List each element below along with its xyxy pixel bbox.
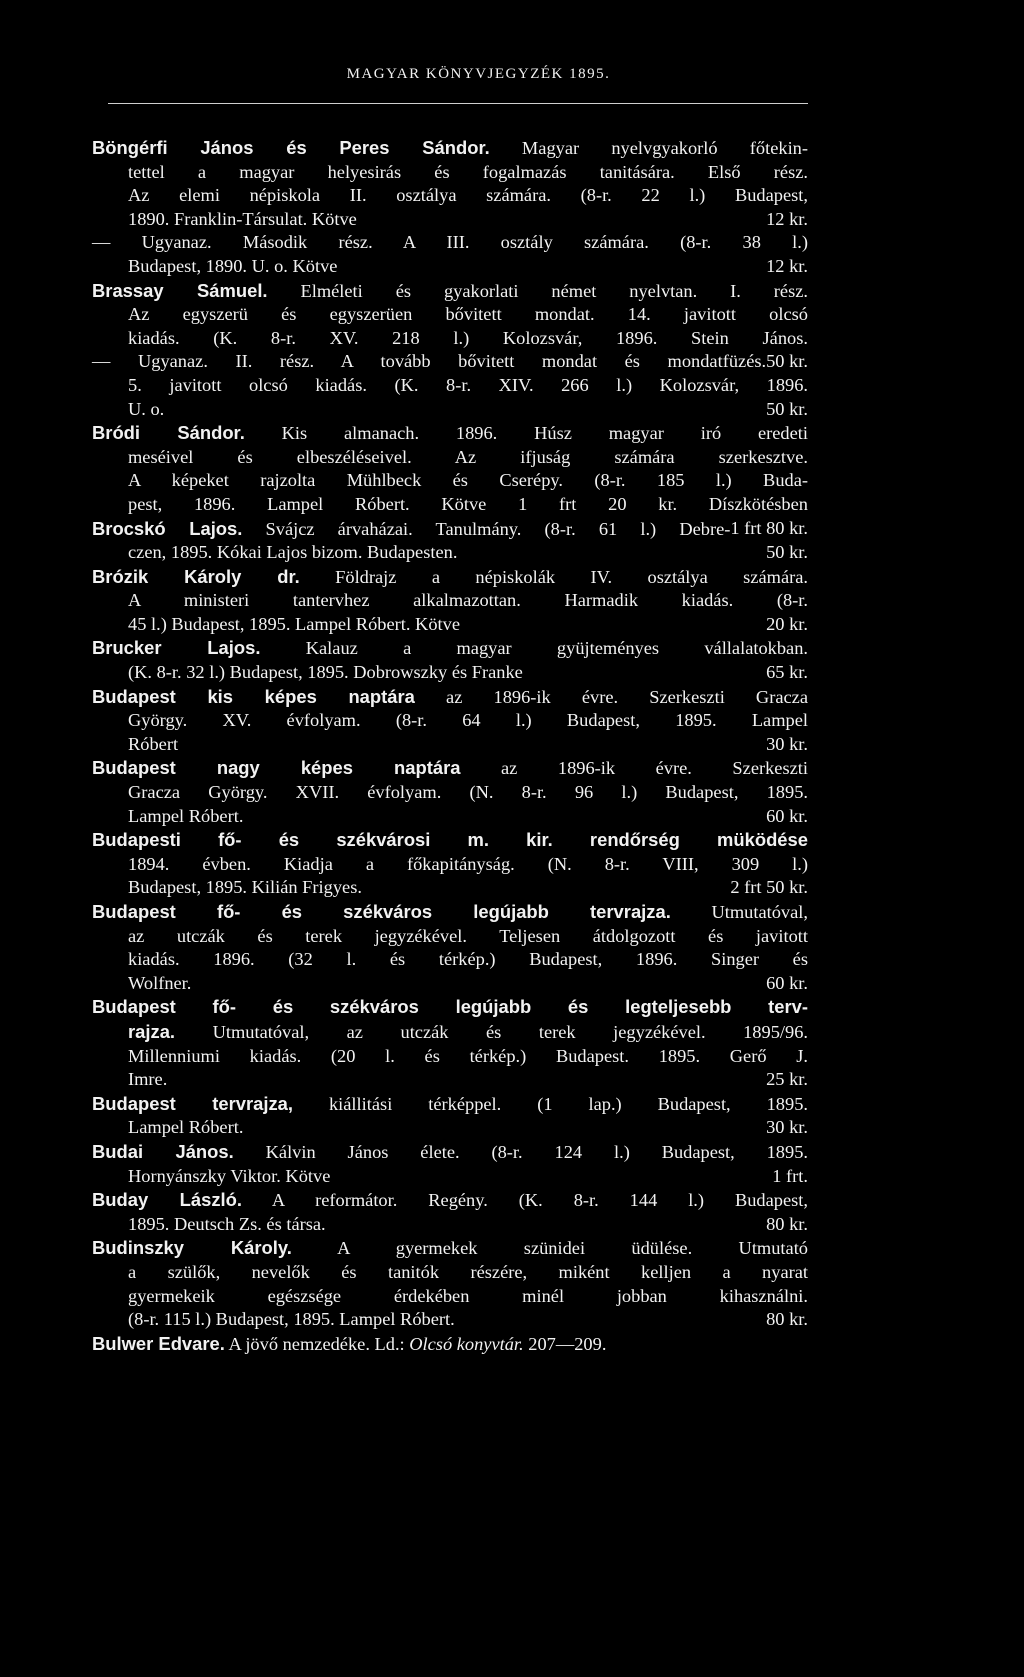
entry-line xyxy=(92,1188,808,1213)
price: 20 kr. xyxy=(766,613,808,634)
catalog-entry xyxy=(92,1140,808,1188)
entry-heading: Budapest kis képes naptára xyxy=(92,685,415,707)
catalog-entry xyxy=(92,350,808,421)
catalog-entry xyxy=(92,1236,808,1331)
entry-line xyxy=(92,208,808,232)
entry-text: 45 l.) Budapest, 1895. Lampel Róbert. Kötve xyxy=(128,613,460,634)
catalog-entry xyxy=(92,136,808,231)
entry-line xyxy=(92,493,808,517)
entry-text: — Ugyanaz. II. rész. A tovább bővitett mondat és mondatfüzés. xyxy=(92,351,767,372)
price: 2 frt 50 kr. xyxy=(730,877,808,898)
entry-line xyxy=(92,1068,808,1092)
price: 30 kr. xyxy=(766,733,808,754)
entry-text: Budapest, 1895. Kilián Frigyes. xyxy=(128,877,362,898)
entry-text: Földrajz a népiskolák IV. osztálya számára. xyxy=(299,566,808,587)
catalog-entry xyxy=(92,517,808,565)
entry-heading: Budapesti fő- és székvárosi m. kir. rendőrség müködése xyxy=(92,829,808,851)
entry-line xyxy=(92,661,808,685)
entry-text: gyermekeik egészsége érdekében minél jobban kihasználni. xyxy=(128,1285,808,1306)
entry-text: Imre. xyxy=(128,1069,168,1090)
price: 50 kr. xyxy=(766,351,808,372)
entry-heading: Brózik Károly dr. xyxy=(92,565,300,587)
entry-line xyxy=(92,853,808,877)
entry-text: kiadás. (K. 8-r. XV. 218 l.) Kolozsvár, 1896. Stein János. xyxy=(128,327,808,348)
entry-line xyxy=(92,161,808,185)
entry-line xyxy=(92,1116,808,1140)
entry-text: tettel a magyar helyesirás és fogalmazás tanitására. Első rész. xyxy=(128,161,808,182)
price: 30 kr. xyxy=(766,1117,808,1138)
entry-text: a szülők, nevelők és tanitók részére, miként kelljen a nyarat xyxy=(128,1261,808,1282)
entry-line xyxy=(92,517,808,542)
entry-text: az utczák és terek jegyzékével. Teljesen átdolgozott és javitott xyxy=(128,925,808,946)
entry-text: A gyermekek szünidei üdülése. Utmutató xyxy=(291,1238,809,1259)
entry-text: Kalauz a magyar gyüjteményes vállalatokban. xyxy=(260,638,809,659)
entry-line xyxy=(92,613,808,637)
entry-line xyxy=(92,446,808,470)
entry-line xyxy=(92,1020,808,1045)
entry-text: kiállitási térképpel. (1 lap.) Budapest, 1895. xyxy=(293,1093,808,1114)
entry-heading: Brocskó Lajos. xyxy=(92,517,243,539)
entry-list xyxy=(92,136,808,1356)
entry-text: 5. javitott olcsó kiadás. (K. 8-r. XIV. 266 l.) Kolozsvár, 1896. xyxy=(128,374,808,395)
entry-text: meséivel és elbeszéléseivel. Az ifjuság számára szerkesztve. xyxy=(128,446,808,467)
entry-heading: Budapest nagy képes naptára xyxy=(92,757,461,779)
catalog-entry xyxy=(92,900,808,995)
price: 12 kr. xyxy=(766,255,808,276)
entry-line xyxy=(92,1236,808,1261)
entry-text: czen, 1895. Kókai Lajos bizom. Budapesten. xyxy=(128,542,458,563)
entry-line xyxy=(92,900,808,925)
price: 1 frt 80 kr. xyxy=(730,517,808,538)
entry-heading: Budai János. xyxy=(92,1140,234,1162)
entry-text: Az elemi népiskola II. osztálya számára. (8-r. 22 l.) Budapest, xyxy=(128,185,808,206)
entry-line xyxy=(92,374,808,398)
entry-text: Utmutatóval, xyxy=(670,902,809,922)
entry-text: Az egyszerü és egyszerüen bővitett mondat. 14. javitott olcsó xyxy=(128,304,808,325)
entry-text: U. o. xyxy=(128,398,165,419)
entry-heading: Bródi Sándor. xyxy=(92,422,245,444)
entry-line xyxy=(92,1140,808,1165)
entry-heading: Buday László. xyxy=(92,1189,242,1211)
entry-line xyxy=(92,421,808,446)
catalog-entry xyxy=(92,685,808,757)
catalog-entry xyxy=(92,1332,808,1357)
price: 50 kr. xyxy=(766,398,808,419)
entry-text: György. XV. évfolyam. (8-r. 64 l.) Budapest, 1895. Lampel xyxy=(128,710,808,731)
entry-heading: Budapest fő- és székváros legújabb tervrajza. xyxy=(92,901,671,922)
entry-line xyxy=(92,828,808,853)
entry-text: pest, 1896. Lampel Róbert. Kötve 1 frt 20 kr. Díszkötésben xyxy=(128,493,808,514)
price: 1 frt. xyxy=(772,1165,808,1186)
entry-heading: Böngérfi János és Peres Sándor. xyxy=(92,137,490,158)
entry-line xyxy=(92,1165,808,1189)
entry-text: A képeket rajzolta Mühlbeck és Cserépy. (8-r. 185 l.) Buda- xyxy=(128,470,808,491)
entry-line xyxy=(92,1261,808,1285)
entry-line xyxy=(92,398,808,422)
catalog-entry xyxy=(92,636,808,684)
entry-line xyxy=(92,1092,808,1117)
entry-line xyxy=(92,733,808,757)
entry-line xyxy=(92,1285,808,1309)
entry-line xyxy=(92,589,808,613)
catalog-entry xyxy=(92,1188,808,1236)
entry-text: Kis almanach. 1896. Húsz magyar iró eredeti xyxy=(244,423,808,444)
entry-text: A ministeri tantervhez alkalmazottan. Harmadik kiadás. (8-r. xyxy=(128,590,808,611)
entry-text: Elméleti és gyakorlati német nyelvtan. I. rész. xyxy=(267,280,808,301)
entry-text-tail: 207—209. xyxy=(523,1333,607,1354)
catalog-entry xyxy=(92,231,808,278)
entry-line xyxy=(92,231,808,255)
entry-text: kiadás. 1896. (32 l. és térkép.) Budapest, 1896. Singer és xyxy=(128,949,808,970)
entry-line xyxy=(92,805,808,829)
entry-text: az 1896-ik évre. Szerkeszti Gracza xyxy=(414,686,808,707)
entry-text: Wolfner. xyxy=(128,972,192,993)
price: 50 kr. xyxy=(766,542,808,563)
entry-line xyxy=(92,565,808,590)
entry-text: A reformátor. Regény. (K. 8-r. 144 l.) Budapest, xyxy=(242,1190,809,1211)
entry-heading: Brucker Lajos. xyxy=(92,637,261,659)
entry-line xyxy=(92,709,808,733)
entry-text: Svájcz árvaházai. Tanulmány. (8-r. 61 l.) Debre- xyxy=(242,518,731,539)
entry-line xyxy=(92,303,808,327)
entry-text: az 1896-ik évre. Szerkeszti xyxy=(460,758,808,779)
catalog-entry xyxy=(92,756,808,828)
entry-line xyxy=(92,184,808,208)
entry-text: Lampel Róbert. xyxy=(128,805,244,826)
entry-line xyxy=(92,1332,808,1357)
entry-text: A jövő nemzedéke. Ld.: xyxy=(224,1333,410,1354)
entry-heading: Bulwer Edvare. xyxy=(92,1332,225,1354)
entry-text: Budapest, 1890. U. o. Kötve xyxy=(128,255,338,276)
entry-text: (8-r. 115 l.) Budapest, 1895. Lampel Róbert. xyxy=(128,1309,455,1330)
entry-line xyxy=(92,995,808,1020)
entry-line xyxy=(92,925,808,949)
catalog-entry xyxy=(92,995,808,1091)
price: 80 kr. xyxy=(766,1309,808,1330)
entry-line xyxy=(92,972,808,996)
series-title: Olcsó konyvtár. xyxy=(409,1333,524,1354)
entry-text: 1895. Deutsch Zs. és társa. xyxy=(128,1213,326,1234)
entry-text: 1894. évben. Kiadja a főkapitányság. (N. 8-r. VIII, 309 l.) xyxy=(128,853,808,874)
entry-text: Róbert xyxy=(128,733,179,754)
entry-heading: rajza. xyxy=(128,1020,176,1042)
entry-line xyxy=(92,1308,808,1332)
entry-line xyxy=(92,685,808,710)
entry-text: (K. 8-r. 32 l.) Budapest, 1895. Dobrowszky és Franke xyxy=(128,662,523,683)
entry-line xyxy=(92,136,808,161)
price: 12 kr. xyxy=(766,208,808,229)
entry-line xyxy=(92,636,808,661)
price: 80 kr. xyxy=(766,1213,808,1234)
entry-line xyxy=(92,279,808,304)
entry-line xyxy=(92,876,808,900)
catalog-entry xyxy=(92,565,808,637)
entry-text: Magyar nyelvgyakorló főtekin- xyxy=(489,138,809,158)
entry-line xyxy=(92,327,808,351)
entry-text: Gracza György. XVII. évfolyam. (N. 8-r. 96 l.) Budapest, 1895. xyxy=(128,782,808,803)
price: 60 kr. xyxy=(766,972,808,993)
header-rule xyxy=(108,103,808,104)
catalog-entry xyxy=(92,1092,808,1140)
entry-heading: Budapest tervrajza, xyxy=(92,1092,294,1114)
entry-line xyxy=(92,255,808,279)
entry-text: Millenniumi kiadás. (20 l. és térkép.) Budapest. 1895. Gerő J. xyxy=(128,1045,808,1066)
entry-line xyxy=(92,1045,808,1069)
entry-text: 1890. Franklin-Társulat. Kötve xyxy=(128,208,357,229)
entry-line xyxy=(92,756,808,781)
entry-line xyxy=(92,1213,808,1237)
entry-line xyxy=(92,469,808,493)
entry-line xyxy=(92,781,808,805)
entry-heading: Budinszky Károly. xyxy=(92,1237,292,1259)
entry-text: Lampel Róbert. xyxy=(128,1117,244,1138)
entry-text: — Ugyanaz. Második rész. A III. osztály számára. (8-r. 38 l.) xyxy=(92,232,808,253)
entry-heading: Brassay Sámuel. xyxy=(92,279,268,301)
price: 25 kr. xyxy=(766,1069,808,1090)
entry-text: Hornyánszky Viktor. Kötve xyxy=(128,1165,331,1186)
running-header: MAGYAR KÖNYVJEGYZÉK 1895. xyxy=(346,66,611,82)
entry-line xyxy=(92,948,808,972)
price: 65 kr. xyxy=(766,662,808,683)
entry-text: Kálvin János élete. (8-r. 124 l.) Budapest, 1895. xyxy=(233,1141,808,1162)
entry-line xyxy=(92,350,808,374)
entry-line xyxy=(92,541,808,565)
entry-heading: Budapest fő- és székváros legújabb és legteljesebb terv- xyxy=(92,996,808,1018)
price: 60 kr. xyxy=(766,805,808,826)
entry-text: Utmutatóval, az utczák és terek jegyzékével. 1895/96. xyxy=(175,1021,808,1042)
catalog-entry xyxy=(92,828,808,900)
